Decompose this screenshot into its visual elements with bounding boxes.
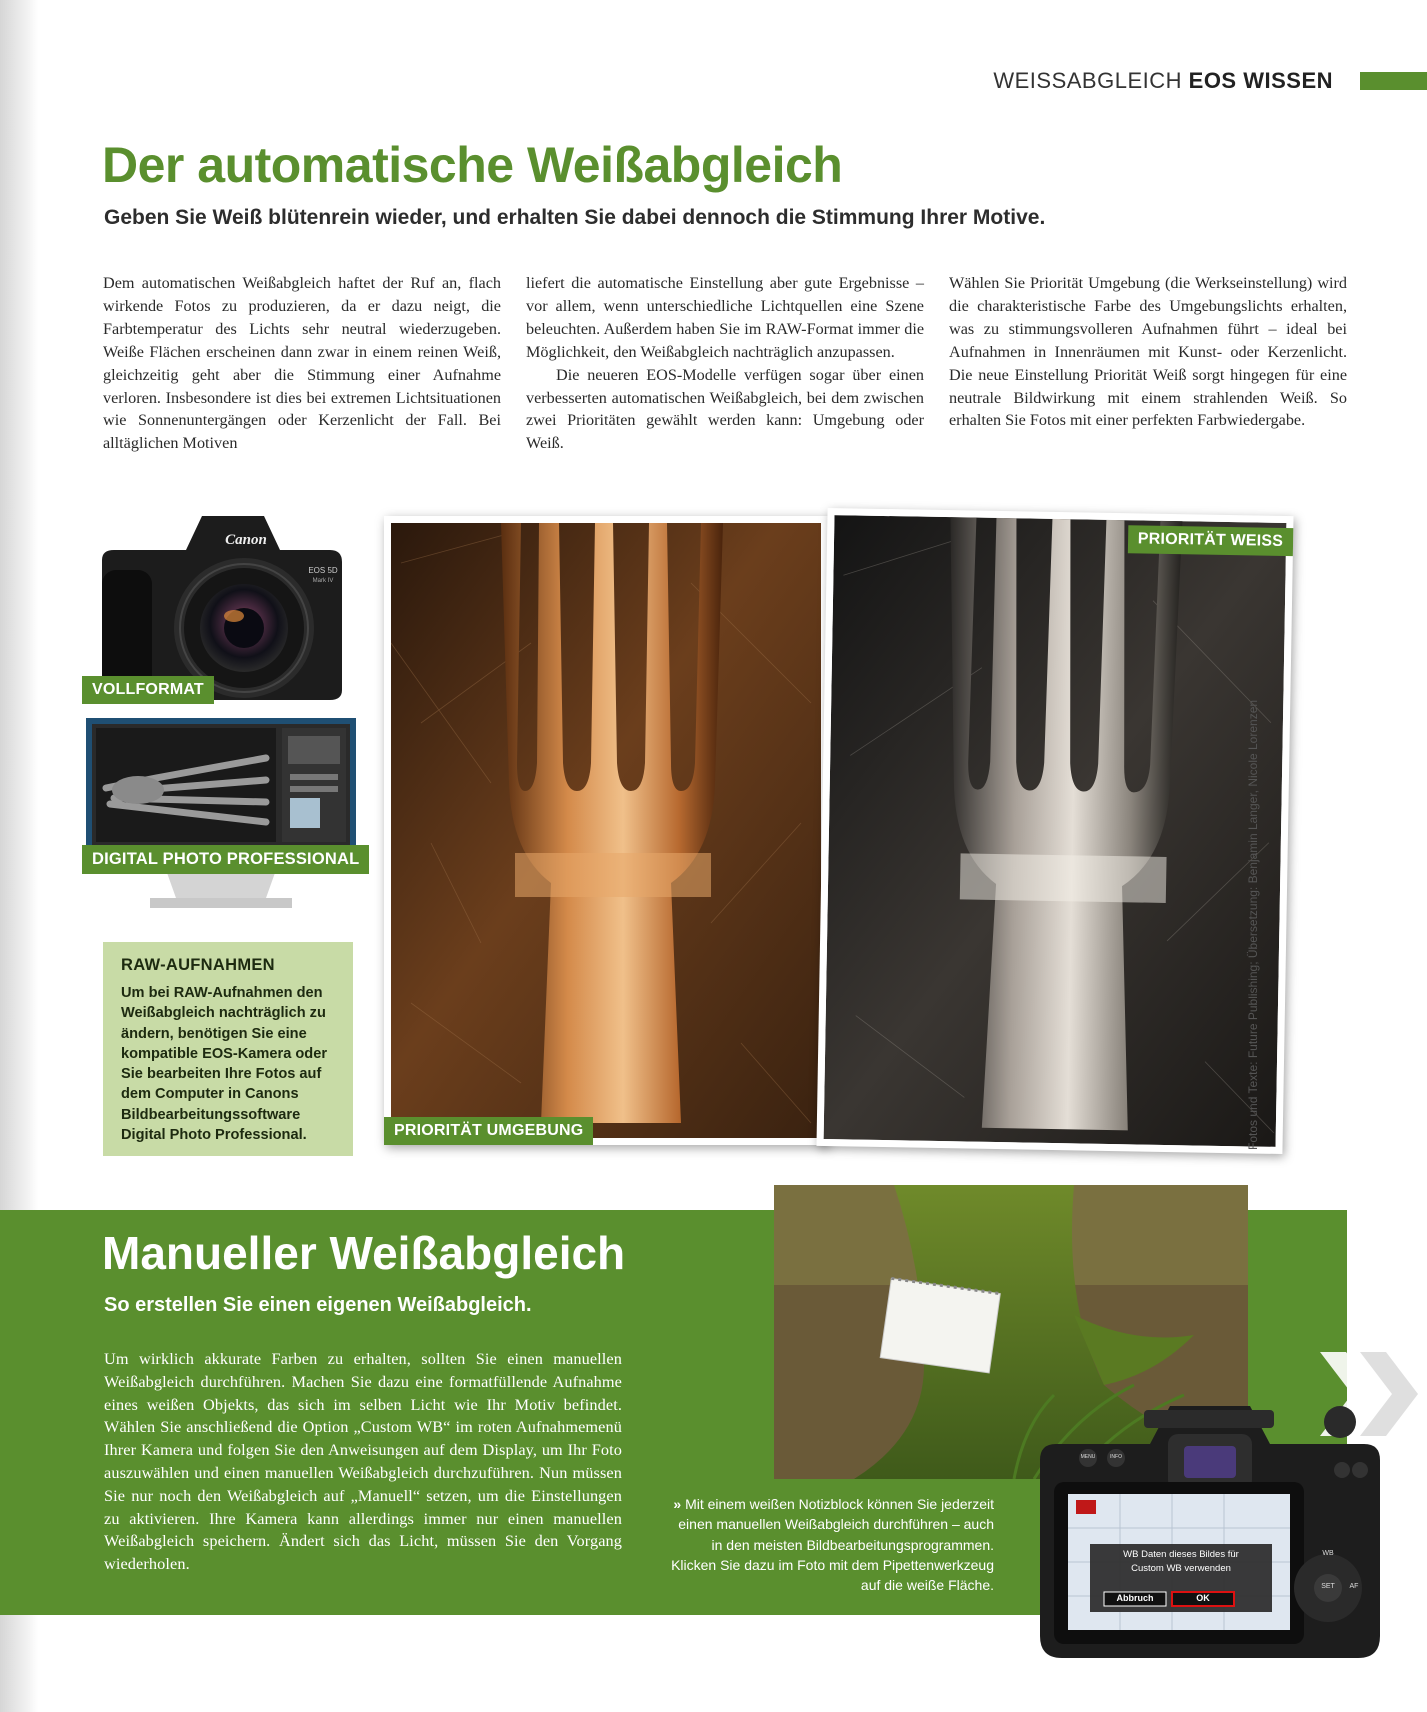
column-1-text: Dem automatischen Weißabgleich haftet der Ruf an, flach wirkende Fotos zu produzieren, da er dazu neigt, die Farbtemperatur des Lichts sehr neutral wiederzugeben. Weiße Flächen erscheinen dann zwar in einem reinen Weiß, gleichzeitig geht aber die Stimmung einer Aufnahme verloren. Insbesondere ist dies bei extremen Lichtsituationen wie Sonnenuntergängen oder Kerzenlicht der Fall. Bei alltäglichen Motiven xyxy=(103,274,501,453)
forest-photo-caption xyxy=(668,1494,994,1595)
caption-text: Mit einem weißen Notizblock können Sie jederzeit einen manuellen Weißabgleich durchführen – auch in den meisten Bildbearbeitungsprogrammen. Klicken Sie dazu im Foto mit dem Pipettenwerkzeug auf die weiße Fläche. xyxy=(671,1496,994,1594)
fork-warm-image xyxy=(391,523,821,1138)
article-column-1 xyxy=(103,272,501,455)
camera-model: EOS 5D xyxy=(308,566,338,575)
camera-af-button[interactable]: AF xyxy=(1349,1583,1359,1590)
photo-credit: Fotos und Texte: Future Publishing; Übersetzung: Benjamin Langer, Nicole Lorenzen xyxy=(1246,699,1260,1150)
tag-prioritaet-umgebung: PRIORITÄT UMGEBUNG xyxy=(384,1117,593,1145)
running-head-bar xyxy=(1360,72,1427,90)
running-head-section: WEISSABGLEICH xyxy=(993,68,1183,93)
column-2-text-a: liefert die automatische Einstellung aber gute Ergebnisse – vor allem, wenn unterschiedliche Lichtquellen eine Szene beleuchten. Außerdem haben Sie im RAW-Format immer die Möglichkeit, den Weißabgleich nachträglich anzupassen. xyxy=(526,274,924,361)
article-title: Der automatische Weißabgleich xyxy=(102,137,843,193)
screen-dialog-line-2: Custom WB verwenden xyxy=(1131,1563,1231,1574)
caption-marker-icon: » xyxy=(673,1496,682,1512)
screen-ok-button[interactable]: OK xyxy=(1196,1593,1210,1603)
camera-info-button[interactable]: INFO xyxy=(1110,1454,1122,1460)
raw-info-box xyxy=(103,942,353,1156)
camera-wb-button[interactable]: WB xyxy=(1322,1550,1334,1557)
raw-box-text: Um bei RAW-Aufnahmen den Weißabgleich nachträglich zu ändern, benötigen Sie eine kompatible EOS-Kamera oder Sie bearbeiten Ihre Fotos auf dem Computer in Canons Bildbearbeitungssoftware Digital Photo Professional. xyxy=(121,985,327,1144)
manual-subtitle: So erstellen Sie einen eigenen Weißabgleich. xyxy=(104,1294,532,1316)
tag-digital-photo-professional: DIGITAL PHOTO PROFESSIONAL xyxy=(82,845,369,874)
camera-back-illustration xyxy=(1020,1400,1396,1666)
article-column-2 xyxy=(526,272,924,455)
running-head-series: EOS WISSEN xyxy=(1188,68,1333,93)
manual-title: Manueller Weißabgleich xyxy=(102,1227,626,1279)
column-2-text-b: Die neueren EOS-Modelle verfügen sogar über einen verbesserten automatischen Weißabgleich, bei dem zwischen zwei Prioritäten gewählt werden kann: Umgebung oder Weiß. xyxy=(526,365,924,453)
photo-prioritaet-weiss xyxy=(816,508,1293,1154)
running-head xyxy=(993,68,1333,94)
manual-text: Um wirklich akkurate Farben zu erhalten, sollten Sie einen manuellen Weißabgleich durchführen. Machen Sie dazu eine formatfüllende Aufnahme eines weißen Objekts, das sich im selben Licht wie Ihr Motiv befindet. Wählen Sie anschließend die Option „Custom WB“ im roten Aufnahmemenü Ihrer Kamera und folgen Sie den Anweisungen auf dem Display, um Ihr Foto auszuwählen und einen manuellen Weißabgleich durchzuführen. Nun müssen Sie nur noch den Weißabgleich auf „Manuell“ setzen, um die Einstellungen zu aktivieren. Ihre Kamera kann allerdings immer nur einen manuellen Weißabgleich speichern. Ändert sich das Licht, müssen Sie den Vorgang wiederholen. xyxy=(104,1349,622,1574)
camera-model-sub: Mark IV xyxy=(312,578,334,584)
camera-brand: Canon xyxy=(225,532,267,548)
tag-vollformat: VOLLFORMAT xyxy=(82,676,214,704)
monitor-icon xyxy=(86,718,356,924)
screen-cancel-button[interactable]: Abbruch xyxy=(1116,1593,1154,1603)
monitor-illustration xyxy=(86,718,356,924)
dslr-camera-illustration xyxy=(94,510,348,702)
tag-prioritaet-weiss: PRIORITÄT WEISS xyxy=(1128,525,1294,556)
screen-dialog-line-1: WB Daten dieses Bildes für xyxy=(1123,1549,1239,1560)
camera-set-button[interactable]: SET xyxy=(1321,1583,1335,1590)
fork-neutral-image xyxy=(824,515,1287,1147)
white-notepad xyxy=(880,1278,1000,1373)
raw-box-title: RAW-AUFNAHMEN xyxy=(121,956,275,974)
camera-menu-button[interactable]: MENU xyxy=(1080,1454,1096,1460)
camera-back-icon xyxy=(1020,1400,1396,1666)
article-subtitle: Geben Sie Weiß blütenrein wieder, und erhalten Sie dabei dennoch die Stimmung Ihrer Motive. xyxy=(104,206,1046,229)
column-3-text: Wählen Sie Priorität Umgebung (die Werkseinstellung) wird die charakteristische Farbe des Umgebungslichts erhalten, was zu stimmungsvolleren Aufnahmen führt – ideal bei Aufnahmen in Innenräumen mit Kunst- oder Kerzenlicht. Die neue Einstellung Priorität Weiß sorgt hingegen für eine neutrale Bildwirkung mit einem strahlenden Weiß. So erhalten Sie Fotos mit einer perfekten Farbwiedergabe. xyxy=(949,274,1347,430)
photo-prioritaet-umgebung xyxy=(384,516,828,1145)
article-column-3 xyxy=(949,272,1347,432)
